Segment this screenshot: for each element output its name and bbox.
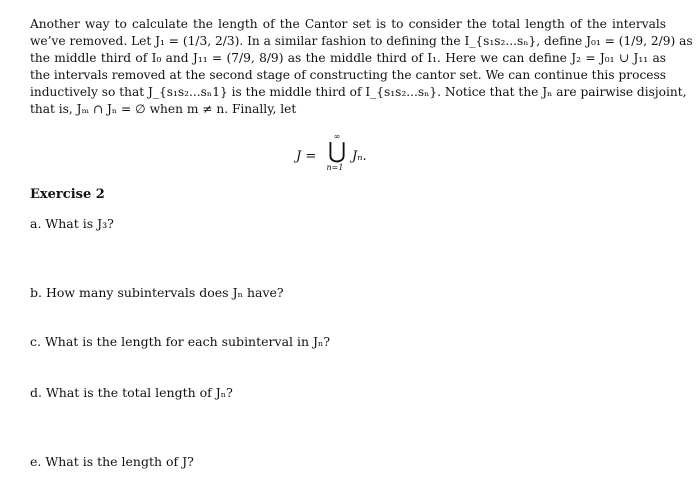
intro-paragraph — [30, 16, 693, 118]
question-c: c. What is the length for each subinterval in Jₙ? — [30, 334, 331, 349]
equation-lhs: J = — [296, 149, 317, 164]
paragraph-line: we’ve removed. Let J₁ = (1/3, 2/3). In a similar fashion to defining the I_{s₁s₂...sₙ}, define J₀₁ = (1/9, 2/9) as — [30, 34, 693, 48]
equation-rhs: Jₙ. — [352, 149, 367, 164]
exercise-heading: Exercise 2 — [30, 187, 105, 202]
paragraph-line: the middle third of I₀ and J₁₁ = (7/9, 8/9) as the middle third of I₁. Here we can define J₂ = J₀₁ ∪ J₁₁ as — [30, 51, 666, 65]
union-equation — [296, 132, 416, 182]
paragraph-line: the intervals removed at the second stage of constructing the cantor set. We can continue this process — [30, 68, 666, 82]
union-lower-limit: n=1 — [326, 163, 344, 172]
union-symbol: ⋃ — [327, 139, 347, 164]
question-e: e. What is the length of J? — [30, 454, 194, 469]
paragraph-line: inductively so that J_{s₁s₂...sₙ1} is the middle third of I_{s₁s₂...sₙ}. Notice that the Jₙ are pairwise disjoint, — [30, 85, 687, 99]
union-operator — [326, 132, 348, 173]
question-b: b. How many subintervals does Jₙ have? — [30, 285, 284, 300]
union-upper-limit: ∞ — [333, 132, 341, 141]
question-d: d. What is the total length of Jₙ? — [30, 385, 233, 400]
question-a: a. What is J₃? — [30, 216, 114, 231]
paragraph-line: that is, Jₘ ∩ Jₙ = ∅ when m ≠ n. Finally, let — [30, 102, 297, 116]
paragraph-line: Another way to calculate the length of the Cantor set is to consider the total length of the intervals — [30, 17, 666, 31]
